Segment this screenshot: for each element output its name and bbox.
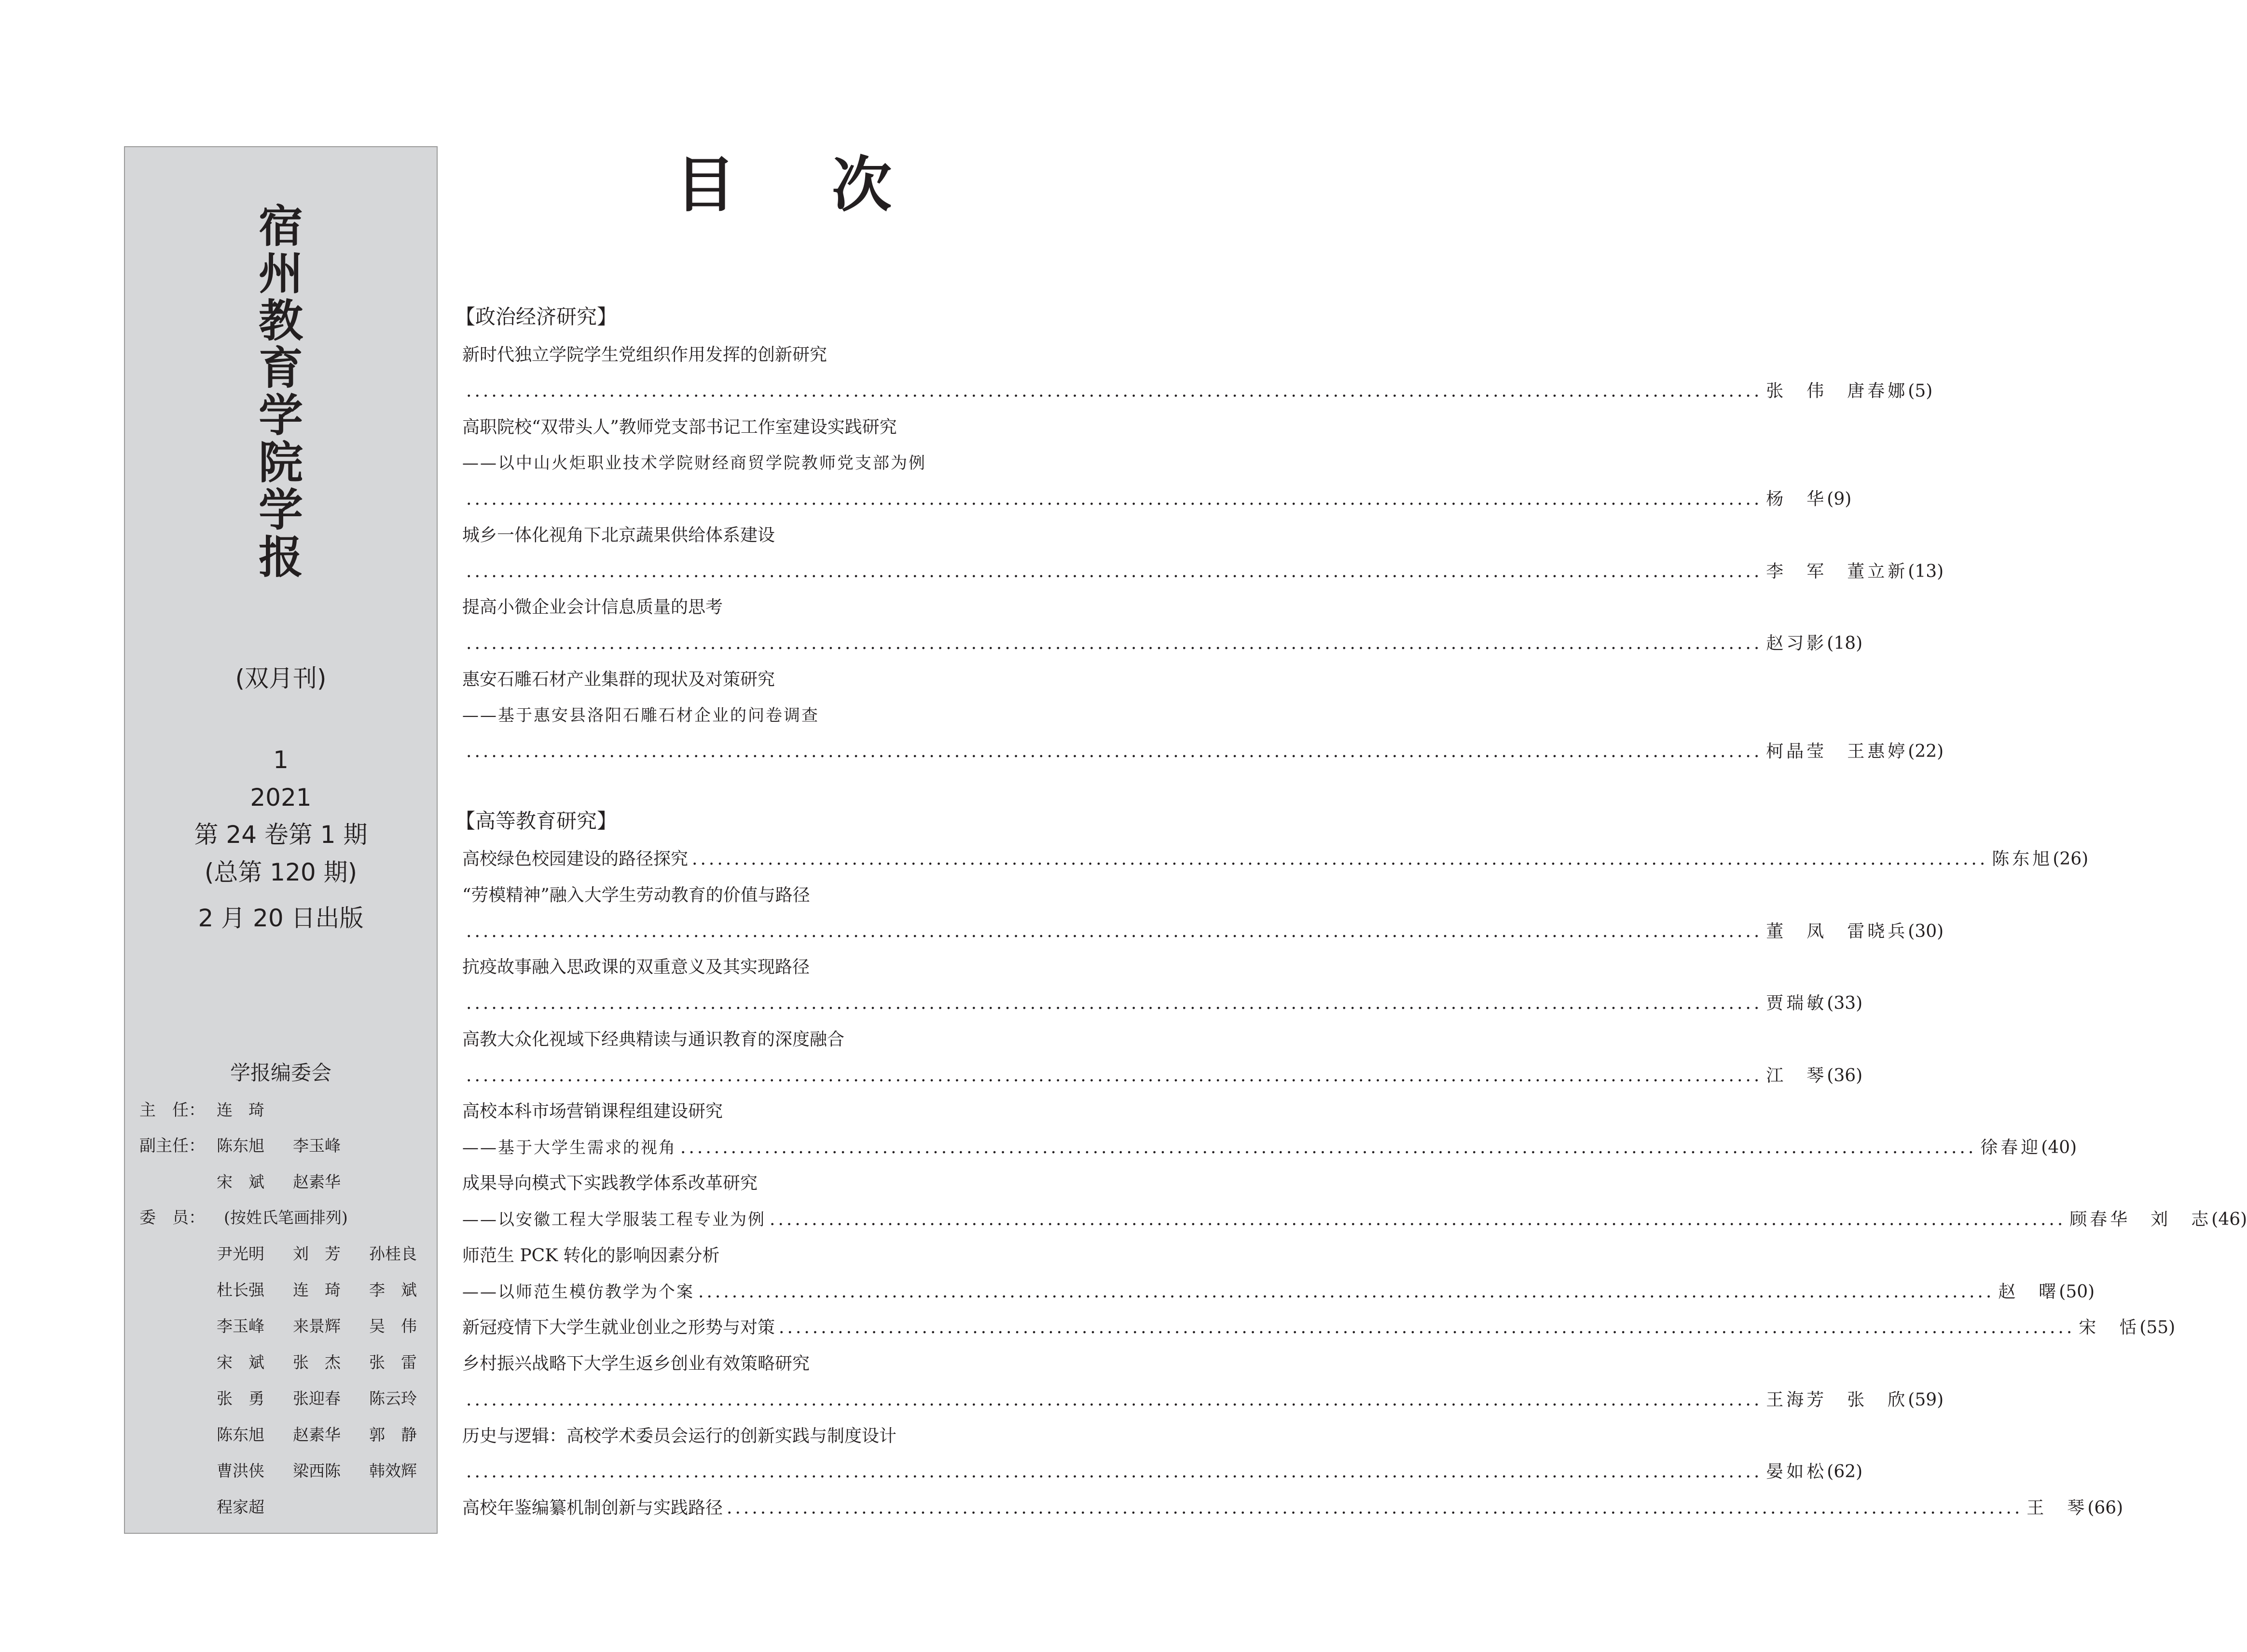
section-title: 【政治经济研究】 [455,305,618,329]
article-page: (59) [1908,1390,1944,1410]
article-title: 新冠疫情下大学生就业创业之形势与对策 [462,1318,775,1337]
board-member: 吴 伟 [369,1317,417,1335]
toc-entry-line[interactable] [462,847,2089,871]
article-title[interactable]: 师范生 PCK 转化的影响因素分析 [462,1246,720,1266]
toc-entry-line[interactable] [462,920,1944,944]
dot-leader: .......................................................................................................................................................... [698,1282,1995,1302]
toc-entry-line[interactable] [462,1208,2247,1232]
board-member: 张迎春 [293,1389,341,1408]
board-member: 张 杰 [293,1353,341,1372]
dot-leader: .......................................................................................................................................................... [770,1210,2066,1229]
article-page: (13) [1908,562,1944,581]
journal-title-char: 学 [258,390,303,441]
board-member: 李玉峰 [217,1317,264,1335]
article-title[interactable]: 惠安石雕石材产业集群的现状及对策研究 [462,670,775,689]
article-title[interactable]: “劳模精神”融入大学生劳动教育的价值与路径 [462,885,810,905]
dot-leader: .......................................................................................................................................................... [466,633,1763,653]
toc-entry-line[interactable] [462,740,1944,764]
board-member: 刘 芳 [293,1244,341,1263]
article-title[interactable]: 成果导向模式下实践教学体系改革研究 [462,1173,758,1193]
board-member: 宋 斌 [217,1172,264,1191]
article-authors: 贾瑞敏 [1766,993,1827,1013]
article-authors: 晏如松 [1766,1462,1827,1482]
article-title: 高校年鉴编纂机制创新与实践路径 [462,1498,723,1518]
board-member: 曹洪侠 [217,1461,264,1480]
dot-leader: .......................................................................................................................................................... [466,562,1763,581]
article-authors: 王 琴 [2026,1498,2088,1518]
board-member: 李 斌 [369,1280,417,1299]
board-role-label: 副主任： [139,1136,205,1156]
toc-heading: 目次 [675,150,989,220]
article-title[interactable]: 新时代独立学院学生党组织作用发挥的创新研究 [462,345,827,365]
article-title[interactable]: 历史与逻辑：高校学术委员会运行的创新实践与制度设计 [462,1426,897,1446]
article-subtitle: ——以中山火炬职业技术学院财经商贸学院教师党支部为例 [462,454,926,473]
article-subtitle: ——基于惠安县洛阳石雕石材企业的问卷调查 [462,706,819,725]
volume: 第 24 卷第 1 期 [194,821,368,849]
editorial-board-title: 学报编委会 [230,1061,331,1085]
article-authors: 陈东旭 [1992,849,2053,869]
toc-entry-line[interactable] [462,1280,2095,1304]
toc-entry-line[interactable] [462,1388,1944,1412]
dot-leader: .......................................................................................................................................................... [466,993,1763,1013]
toc-entry-line[interactable] [462,1136,2077,1160]
board-members-note: (按姓氏笔画排列) [224,1208,348,1227]
section-title: 【高等教育研究】 [455,809,618,833]
toc-entry-line[interactable] [462,632,1863,656]
dot-leader: .......................................................................................................................................................... [692,849,1988,869]
article-authors: 赵 曙 [1998,1282,2059,1302]
issue-number: 1 [273,746,289,774]
toc-entry-line[interactable] [462,379,1933,403]
board-member: 尹光明 [217,1244,264,1263]
publish-date: 2 月 20 日出版 [198,904,364,932]
journal-title-char: 院 [258,437,303,489]
dot-leader: .......................................................................................................................................................... [466,922,1763,941]
dot-leader: .......................................................................................................................................................... [466,1462,1763,1482]
article-page: (66) [2087,1498,2123,1518]
article-title[interactable]: 高职院校“双带头人”教师党支部书记工作室建设实践研究 [462,417,897,437]
article-page: (5) [1908,381,1933,401]
article-title[interactable]: 抗疫故事融入思政课的双重意义及其实现路径 [462,957,810,977]
article-authors: 杨 华 [1766,489,1827,509]
board-role-label: 委 员： [139,1208,205,1227]
board-role-label: 主 任： [139,1101,205,1120]
article-title[interactable]: 高教大众化视域下经典精读与通识教育的深度融合 [462,1030,845,1049]
board-member: 陈云玲 [369,1389,417,1408]
board-member: 程家超 [217,1498,264,1516]
board-member: 陈东旭 [217,1136,264,1155]
board-member: 张 勇 [217,1389,264,1408]
board-member: 赵素华 [293,1425,341,1444]
article-title[interactable]: 高校本科市场营销课程组建设研究 [462,1101,723,1121]
board-member: 来景辉 [293,1317,341,1335]
article-authors: 顾春华 刘 志 [2069,1210,2212,1229]
article-authors: 徐春迎 [1980,1138,2041,1157]
board-member: 陈东旭 [217,1425,264,1444]
article-page: (26) [2053,849,2089,869]
board-member: 梁西陈 [293,1461,341,1480]
toc-entry-line[interactable] [462,1316,2176,1340]
article-subtitle: ——以安徽工程大学服装工程专业为例 [462,1210,766,1229]
board-member: 赵素华 [293,1172,341,1191]
board-member: 孙桂良 [369,1244,417,1263]
journal-title [125,203,437,581]
board-member: 杜长强 [217,1280,264,1299]
article-authors: 柯晶莹 王惠婷 [1766,742,1908,761]
board-member: 连 琦 [217,1101,264,1119]
toc-entry-line[interactable] [462,991,1863,1016]
article-title[interactable]: 城乡一体化视角下北京蔬果供给体系建设 [462,525,775,545]
article-authors: 张 伟 唐春娜 [1766,381,1908,401]
dot-leader: .......................................................................................................................................................... [466,1390,1763,1410]
dot-leader: .......................................................................................................................................................... [466,1066,1763,1086]
article-authors: 王海芳 张 欣 [1766,1390,1908,1410]
article-page: (9) [1827,489,1852,509]
journal-title-char: 州 [258,248,303,300]
journal-title-char: 宿 [258,201,303,252]
article-page: (18) [1827,633,1863,653]
total-issue: (总第 120 期) [204,858,358,886]
dot-leader: .......................................................................................................................................................... [680,1138,1977,1157]
journal-title-char: 学 [258,484,303,536]
board-member: 韩效辉 [369,1461,417,1480]
article-page: (36) [1827,1066,1863,1086]
frequency: (双月刊) [235,664,327,692]
article-page: (46) [2211,1210,2247,1229]
article-authors: 李 军 董立新 [1766,562,1908,581]
dot-leader: .......................................................................................................................................................... [466,381,1763,401]
board-member: 郭 静 [369,1425,417,1444]
article-subtitle: ——基于大学生需求的视角 [462,1138,676,1157]
journal-title-char: 育 [258,343,303,394]
article-title[interactable]: 提高小微企业会计信息质量的思考 [462,597,723,617]
board-member: 宋 斌 [217,1353,264,1372]
toc-entry-line[interactable] [462,1496,2123,1520]
dot-leader: .......................................................................................................................................................... [466,489,1763,509]
toc-entry-line[interactable] [462,487,1852,511]
article-title[interactable]: 乡村振兴战略下大学生返乡创业有效策略研究 [462,1354,810,1374]
board-member: 连 琦 [293,1280,341,1299]
article-subtitle: ——以师范生模仿教学为个案 [462,1282,694,1302]
toc-entry-line[interactable] [462,560,1944,584]
article-page: (33) [1827,993,1863,1013]
article-page: (50) [2059,1282,2095,1302]
journal-info-panel [124,146,438,1534]
toc-entry-line[interactable] [462,1460,1863,1484]
article-page: (30) [1908,922,1944,941]
journal-title-char: 教 [258,295,303,347]
journal-title-char: 报 [258,532,303,583]
article-authors: 江 琴 [1766,1066,1827,1086]
article-title: 高校绿色校园建设的路径探究 [462,849,689,869]
article-authors: 宋 恬 [2079,1318,2140,1337]
article-page: (55) [2139,1318,2176,1337]
year: 2021 [250,784,312,812]
article-authors: 董 凤 雷晓兵 [1766,922,1908,941]
dot-leader: .......................................................................................................................................................... [727,1498,2023,1518]
article-page: (22) [1908,742,1944,761]
toc-entry-line[interactable] [462,1064,1863,1088]
board-member: 张 雷 [369,1353,417,1372]
board-member: 李玉峰 [293,1136,341,1155]
dot-leader: .......................................................................................................................................................... [779,1318,2075,1337]
dot-leader: .......................................................................................................................................................... [466,742,1763,761]
article-authors: 赵习影 [1766,633,1827,653]
article-page: (40) [2041,1138,2077,1157]
article-page: (62) [1827,1462,1863,1482]
